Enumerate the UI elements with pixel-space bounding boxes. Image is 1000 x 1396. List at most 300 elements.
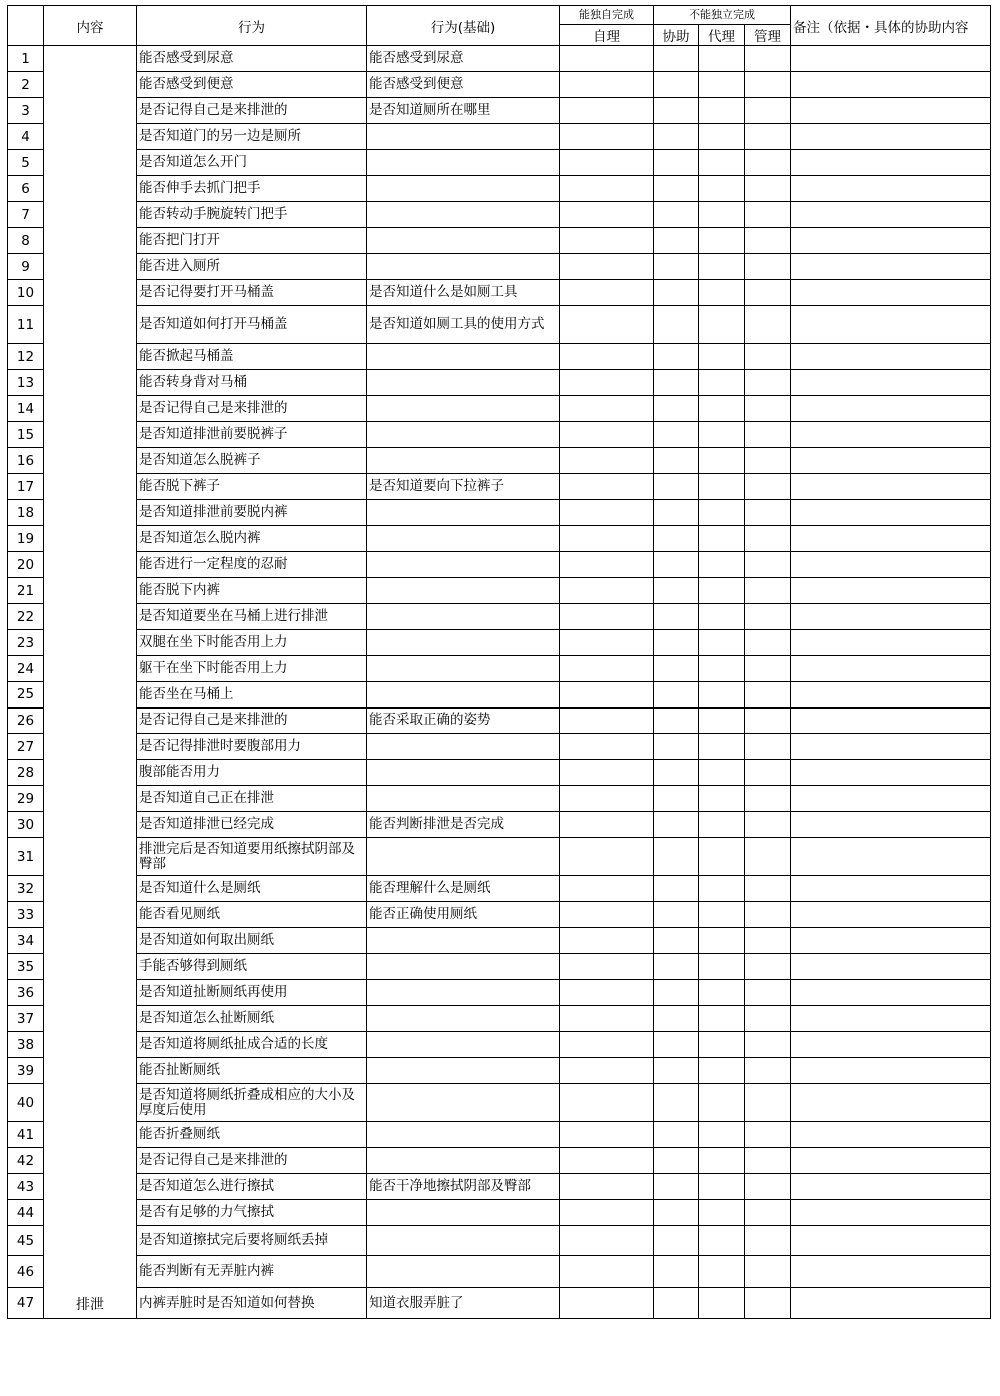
row-number: 38 [8, 1032, 44, 1058]
manage-cell[interactable] [745, 578, 791, 604]
remarks-cell[interactable] [791, 176, 991, 202]
remarks-cell[interactable] [791, 98, 991, 124]
proxy-cell[interactable] [699, 306, 745, 344]
remarks-cell[interactable] [791, 306, 991, 344]
manage-cell[interactable] [745, 1148, 791, 1174]
table-row [8, 280, 991, 306]
self-care-cell[interactable] [560, 98, 654, 124]
proxy-cell[interactable] [699, 656, 745, 682]
manage-cell[interactable] [745, 448, 791, 474]
assist-cell[interactable] [654, 474, 699, 500]
remarks-cell[interactable] [791, 954, 991, 980]
self-care-cell[interactable] [560, 46, 654, 72]
proxy-cell[interactable] [699, 708, 745, 734]
behavior-basic-cell [367, 448, 560, 474]
remarks-cell[interactable] [791, 708, 991, 734]
manage-cell[interactable] [745, 1288, 791, 1319]
row-number: 37 [8, 1006, 44, 1032]
self-care-cell[interactable] [560, 1058, 654, 1084]
proxy-cell[interactable] [699, 928, 745, 954]
proxy-cell[interactable] [699, 396, 745, 422]
manage-cell[interactable] [745, 202, 791, 228]
row-number: 4 [8, 124, 44, 150]
behavior-basic-cell: 是否知道要向下拉裤子 [367, 474, 560, 500]
self-care-cell[interactable] [560, 500, 654, 526]
proxy-cell[interactable] [699, 254, 745, 280]
behavior-cell: 是否知道扯断厕纸再使用 [137, 980, 367, 1006]
assist-cell[interactable] [654, 656, 699, 682]
assist-cell[interactable] [654, 812, 699, 838]
manage-cell[interactable] [745, 526, 791, 552]
manage-cell[interactable] [745, 708, 791, 734]
manage-cell[interactable] [745, 124, 791, 150]
self-care-cell[interactable] [560, 630, 654, 656]
manage-cell[interactable] [745, 1058, 791, 1084]
remarks-cell[interactable] [791, 474, 991, 500]
manage-cell[interactable] [745, 552, 791, 578]
assist-cell[interactable] [654, 902, 699, 928]
self-care-cell[interactable] [560, 370, 654, 396]
manage-cell[interactable] [745, 734, 791, 760]
proxy-cell[interactable] [699, 448, 745, 474]
header-not-independent: 不能独立完成 [654, 6, 791, 25]
assist-cell[interactable] [654, 176, 699, 202]
remarks-cell[interactable] [791, 630, 991, 656]
assist-cell[interactable] [654, 980, 699, 1006]
row-number: 33 [8, 902, 44, 928]
assist-cell[interactable] [654, 526, 699, 552]
assist-cell[interactable] [654, 1032, 699, 1058]
manage-cell[interactable] [745, 474, 791, 500]
self-care-cell[interactable] [560, 176, 654, 202]
assist-cell[interactable] [654, 1148, 699, 1174]
manage-cell[interactable] [745, 1006, 791, 1032]
assist-cell[interactable] [654, 838, 699, 876]
proxy-cell[interactable] [699, 902, 745, 928]
assist-cell[interactable] [654, 344, 699, 370]
manage-cell[interactable] [745, 176, 791, 202]
proxy-cell[interactable] [699, 1200, 745, 1226]
manage-cell[interactable] [745, 150, 791, 176]
self-care-cell[interactable] [560, 928, 654, 954]
proxy-cell[interactable] [699, 630, 745, 656]
self-care-cell[interactable] [560, 124, 654, 150]
remarks-cell[interactable] [791, 1006, 991, 1032]
proxy-cell[interactable] [699, 1174, 745, 1200]
self-care-cell[interactable] [560, 838, 654, 876]
header-remarks: 备注（依据・具体的协助内容 [791, 6, 991, 46]
self-care-cell[interactable] [560, 1256, 654, 1288]
remarks-cell[interactable] [791, 604, 991, 630]
table-row [8, 786, 991, 812]
toilet-assessment-table [7, 5, 991, 1319]
behavior-cell: 能否脱下裤子 [137, 474, 367, 500]
row-number: 14 [8, 396, 44, 422]
manage-cell[interactable] [745, 254, 791, 280]
manage-cell[interactable] [745, 1226, 791, 1256]
manage-cell[interactable] [745, 370, 791, 396]
table-row [8, 656, 991, 682]
self-care-cell[interactable] [560, 280, 654, 306]
table-body [8, 46, 991, 1319]
self-care-cell[interactable] [560, 682, 654, 708]
self-care-cell[interactable] [560, 760, 654, 786]
manage-cell[interactable] [745, 838, 791, 876]
assist-cell[interactable] [654, 734, 699, 760]
assist-cell[interactable] [654, 682, 699, 708]
self-care-cell[interactable] [560, 1032, 654, 1058]
remarks-cell[interactable] [791, 422, 991, 448]
header-number [8, 6, 44, 46]
assist-cell[interactable] [654, 876, 699, 902]
remarks-cell[interactable] [791, 254, 991, 280]
row-number: 19 [8, 526, 44, 552]
behavior-cell: 能否判断有无弄脏内裤 [137, 1256, 367, 1288]
self-care-cell[interactable] [560, 1122, 654, 1148]
manage-cell[interactable] [745, 1084, 791, 1122]
assist-cell[interactable] [654, 578, 699, 604]
manage-cell[interactable] [745, 928, 791, 954]
self-care-cell[interactable] [560, 578, 654, 604]
assist-cell[interactable] [654, 604, 699, 630]
assist-cell[interactable] [654, 150, 699, 176]
assist-cell[interactable] [654, 46, 699, 72]
manage-cell[interactable] [745, 812, 791, 838]
behavior-cell: 能否感受到便意 [137, 72, 367, 98]
assist-cell[interactable] [654, 1084, 699, 1122]
remarks-cell[interactable] [791, 552, 991, 578]
self-care-cell[interactable] [560, 1174, 654, 1200]
table-row [8, 422, 991, 448]
self-care-cell[interactable] [560, 980, 654, 1006]
proxy-cell[interactable] [699, 682, 745, 708]
behavior-basic-cell [367, 124, 560, 150]
behavior-basic-cell [367, 254, 560, 280]
manage-cell[interactable] [745, 876, 791, 902]
self-care-cell[interactable] [560, 526, 654, 552]
remarks-cell[interactable] [791, 578, 991, 604]
row-number: 12 [8, 344, 44, 370]
proxy-cell[interactable] [699, 876, 745, 902]
behavior-basic-cell [367, 1084, 560, 1122]
proxy-cell[interactable] [699, 838, 745, 876]
self-care-cell[interactable] [560, 1226, 654, 1256]
assist-cell[interactable] [654, 954, 699, 980]
assist-cell[interactable] [654, 422, 699, 448]
remarks-cell[interactable] [791, 46, 991, 72]
assist-cell[interactable] [654, 1200, 699, 1226]
proxy-cell[interactable] [699, 526, 745, 552]
self-care-cell[interactable] [560, 902, 654, 928]
manage-cell[interactable] [745, 954, 791, 980]
remarks-cell[interactable] [791, 500, 991, 526]
header-independent: 能独自完成 [560, 6, 654, 25]
remarks-cell[interactable] [791, 760, 991, 786]
manage-cell[interactable] [745, 228, 791, 254]
assist-cell[interactable] [654, 928, 699, 954]
proxy-cell[interactable] [699, 150, 745, 176]
proxy-cell[interactable] [699, 124, 745, 150]
remarks-cell[interactable] [791, 786, 991, 812]
row-number: 45 [8, 1226, 44, 1256]
proxy-cell[interactable] [699, 500, 745, 526]
behavior-cell: 是否记得自己是来排泄的 [137, 708, 367, 734]
self-care-cell[interactable] [560, 604, 654, 630]
remarks-cell[interactable] [791, 656, 991, 682]
proxy-cell[interactable] [699, 980, 745, 1006]
manage-cell[interactable] [745, 1200, 791, 1226]
self-care-cell[interactable] [560, 876, 654, 902]
row-number: 6 [8, 176, 44, 202]
self-care-cell[interactable] [560, 448, 654, 474]
behavior-cell: 能否感受到尿意 [137, 46, 367, 72]
assist-cell[interactable] [654, 500, 699, 526]
self-care-cell[interactable] [560, 1148, 654, 1174]
proxy-cell[interactable] [699, 280, 745, 306]
header-manage: 管理 [745, 25, 791, 46]
behavior-basic-cell: 是否知道厕所在哪里 [367, 98, 560, 124]
manage-cell[interactable] [745, 760, 791, 786]
self-care-cell[interactable] [560, 306, 654, 344]
behavior-cell: 手能否够得到厕纸 [137, 954, 367, 980]
proxy-cell[interactable] [699, 954, 745, 980]
remarks-cell[interactable] [791, 1084, 991, 1122]
behavior-cell: 是否记得排泄时要腹部用力 [137, 734, 367, 760]
proxy-cell[interactable] [699, 202, 745, 228]
remarks-cell[interactable] [791, 1122, 991, 1148]
proxy-cell[interactable] [699, 98, 745, 124]
manage-cell[interactable] [745, 500, 791, 526]
behavior-cell: 能否进入厕所 [137, 254, 367, 280]
table-row [8, 682, 991, 708]
behavior-basic-cell [367, 980, 560, 1006]
behavior-cell: 是否知道要坐在马桶上进行排泄 [137, 604, 367, 630]
self-care-cell[interactable] [560, 954, 654, 980]
behavior-cell: 是否有足够的力气擦拭 [137, 1200, 367, 1226]
remarks-cell[interactable] [791, 124, 991, 150]
behavior-basic-cell [367, 682, 560, 708]
row-number: 34 [8, 928, 44, 954]
assist-cell[interactable] [654, 448, 699, 474]
proxy-cell[interactable] [699, 176, 745, 202]
proxy-cell[interactable] [699, 604, 745, 630]
manage-cell[interactable] [745, 306, 791, 344]
behavior-cell: 能否扯断厕纸 [137, 1058, 367, 1084]
self-care-cell[interactable] [560, 228, 654, 254]
row-number: 18 [8, 500, 44, 526]
proxy-cell[interactable] [699, 786, 745, 812]
table-row [8, 150, 991, 176]
remarks-cell[interactable] [791, 1148, 991, 1174]
remarks-cell[interactable] [791, 228, 991, 254]
remarks-cell[interactable] [791, 448, 991, 474]
remarks-cell[interactable] [791, 876, 991, 902]
assist-cell[interactable] [654, 760, 699, 786]
remarks-cell[interactable] [791, 344, 991, 370]
manage-cell[interactable] [745, 72, 791, 98]
assist-cell[interactable] [654, 306, 699, 344]
manage-cell[interactable] [745, 1174, 791, 1200]
manage-cell[interactable] [745, 1256, 791, 1288]
remarks-cell[interactable] [791, 1174, 991, 1200]
self-care-cell[interactable] [560, 344, 654, 370]
remarks-cell[interactable] [791, 1256, 991, 1288]
self-care-cell[interactable] [560, 812, 654, 838]
assist-cell[interactable] [654, 708, 699, 734]
manage-cell[interactable] [745, 1122, 791, 1148]
assist-cell[interactable] [654, 124, 699, 150]
assist-cell[interactable] [654, 1226, 699, 1256]
remarks-cell[interactable] [791, 202, 991, 228]
assist-cell[interactable] [654, 202, 699, 228]
remarks-cell[interactable] [791, 1200, 991, 1226]
assist-cell[interactable] [654, 370, 699, 396]
behavior-cell: 是否记得自己是来排泄的 [137, 396, 367, 422]
behavior-cell: 是否知道怎么进行擦拭 [137, 1174, 367, 1200]
remarks-cell[interactable] [791, 838, 991, 876]
remarks-cell[interactable] [791, 150, 991, 176]
manage-cell[interactable] [745, 980, 791, 1006]
remarks-cell[interactable] [791, 812, 991, 838]
assist-cell[interactable] [654, 1058, 699, 1084]
behavior-cell: 是否知道如何打开马桶盖 [137, 306, 367, 344]
remarks-cell[interactable] [791, 1288, 991, 1319]
self-care-cell[interactable] [560, 1084, 654, 1122]
proxy-cell[interactable] [699, 422, 745, 448]
proxy-cell[interactable] [699, 370, 745, 396]
manage-cell[interactable] [745, 630, 791, 656]
self-care-cell[interactable] [560, 422, 654, 448]
row-number: 7 [8, 202, 44, 228]
remarks-cell[interactable] [791, 396, 991, 422]
row-number: 46 [8, 1256, 44, 1288]
self-care-cell[interactable] [560, 72, 654, 98]
row-number: 16 [8, 448, 44, 474]
assist-cell[interactable] [654, 786, 699, 812]
manage-cell[interactable] [745, 682, 791, 708]
remarks-cell[interactable] [791, 526, 991, 552]
self-care-cell[interactable] [560, 708, 654, 734]
manage-cell[interactable] [745, 902, 791, 928]
self-care-cell[interactable] [560, 150, 654, 176]
table-row [8, 448, 991, 474]
remarks-cell[interactable] [791, 280, 991, 306]
self-care-cell[interactable] [560, 786, 654, 812]
remarks-cell[interactable] [791, 1032, 991, 1058]
behavior-cell: 内裤弄脏时是否知道如何替换 [137, 1288, 367, 1319]
assist-cell[interactable] [654, 72, 699, 98]
proxy-cell[interactable] [699, 1122, 745, 1148]
remarks-cell[interactable] [791, 980, 991, 1006]
manage-cell[interactable] [745, 98, 791, 124]
assist-cell[interactable] [654, 1122, 699, 1148]
manage-cell[interactable] [745, 422, 791, 448]
row-number: 40 [8, 1084, 44, 1122]
manage-cell[interactable] [745, 280, 791, 306]
table-row [8, 1200, 991, 1226]
proxy-cell[interactable] [699, 1288, 745, 1319]
manage-cell[interactable] [745, 344, 791, 370]
remarks-cell[interactable] [791, 682, 991, 708]
remarks-cell[interactable] [791, 734, 991, 760]
self-care-cell[interactable] [560, 254, 654, 280]
self-care-cell[interactable] [560, 656, 654, 682]
self-care-cell[interactable] [560, 552, 654, 578]
proxy-cell[interactable] [699, 1084, 745, 1122]
remarks-cell[interactable] [791, 72, 991, 98]
self-care-cell[interactable] [560, 474, 654, 500]
assist-cell[interactable] [654, 552, 699, 578]
proxy-cell[interactable] [699, 474, 745, 500]
self-care-cell[interactable] [560, 1006, 654, 1032]
manage-cell[interactable] [745, 46, 791, 72]
table-row [8, 98, 991, 124]
proxy-cell[interactable] [699, 760, 745, 786]
assist-cell[interactable] [654, 396, 699, 422]
manage-cell[interactable] [745, 604, 791, 630]
remarks-cell[interactable] [791, 1058, 991, 1084]
proxy-cell[interactable] [699, 1148, 745, 1174]
proxy-cell[interactable] [699, 578, 745, 604]
table-row [8, 306, 991, 344]
assist-cell[interactable] [654, 98, 699, 124]
row-number: 31 [8, 838, 44, 876]
proxy-cell[interactable] [699, 1032, 745, 1058]
behavior-basic-cell [367, 344, 560, 370]
remarks-cell[interactable] [791, 928, 991, 954]
self-care-cell[interactable] [560, 202, 654, 228]
table-row [8, 396, 991, 422]
assist-cell[interactable] [654, 280, 699, 306]
remarks-cell[interactable] [791, 902, 991, 928]
self-care-cell[interactable] [560, 734, 654, 760]
behavior-basic-cell [367, 1226, 560, 1256]
table-row [8, 474, 991, 500]
behavior-cell: 是否知道怎么脱内裤 [137, 526, 367, 552]
row-number: 28 [8, 760, 44, 786]
self-care-cell[interactable] [560, 396, 654, 422]
assist-cell[interactable] [654, 630, 699, 656]
proxy-cell[interactable] [699, 228, 745, 254]
proxy-cell[interactable] [699, 1058, 745, 1084]
manage-cell[interactable] [745, 1032, 791, 1058]
self-care-cell[interactable] [560, 1200, 654, 1226]
behavior-cell: 是否知道将厕纸折叠成相应的大小及厚度后使用 [137, 1084, 367, 1122]
assist-cell[interactable] [654, 1288, 699, 1319]
remarks-cell[interactable] [791, 370, 991, 396]
proxy-cell[interactable] [699, 734, 745, 760]
proxy-cell[interactable] [699, 552, 745, 578]
remarks-cell[interactable] [791, 1226, 991, 1256]
assist-cell[interactable] [654, 228, 699, 254]
manage-cell[interactable] [745, 656, 791, 682]
assist-cell[interactable] [654, 254, 699, 280]
proxy-cell[interactable] [699, 1256, 745, 1288]
behavior-cell: 能否折叠厕纸 [137, 1122, 367, 1148]
proxy-cell[interactable] [699, 1006, 745, 1032]
proxy-cell[interactable] [699, 1226, 745, 1256]
proxy-cell[interactable] [699, 72, 745, 98]
manage-cell[interactable] [745, 396, 791, 422]
self-care-cell[interactable] [560, 1288, 654, 1319]
proxy-cell[interactable] [699, 46, 745, 72]
assist-cell[interactable] [654, 1174, 699, 1200]
manage-cell[interactable] [745, 786, 791, 812]
assist-cell[interactable] [654, 1256, 699, 1288]
proxy-cell[interactable] [699, 812, 745, 838]
assist-cell[interactable] [654, 1006, 699, 1032]
proxy-cell[interactable] [699, 344, 745, 370]
